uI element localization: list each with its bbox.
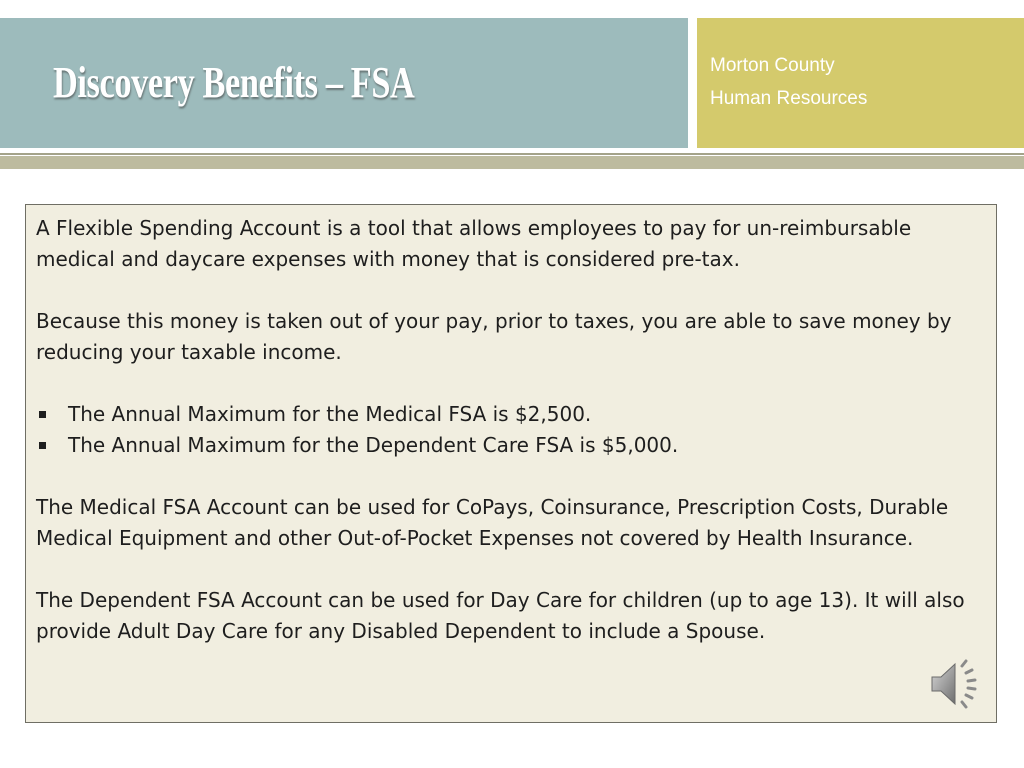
list-item-text: The Annual Maximum for the Dependent Care FSA is $5,000. <box>68 433 679 457</box>
square-bullet-icon <box>39 442 46 449</box>
dependent-fsa-paragraph: The Dependent FSA Account can be used for Day Care for children (up to age 13). It will also provide Adult Day Care for any Disabled Dependent to include a Spouse. <box>36 588 965 643</box>
speaker-icon[interactable] <box>928 656 984 712</box>
intro-paragraph: A Flexible Spending Account is a tool that allows employees to pay for un-reimbursable medical and daycare expenses with money that is considered pre-tax. <box>36 216 912 271</box>
content-box <box>25 204 997 723</box>
list-item-text: The Annual Maximum for the Medical FSA is $2,500. <box>68 402 592 426</box>
divider-thin <box>0 153 1024 155</box>
tax-savings-paragraph: Because this money is taken out of your pay, prior to taxes, you are able to save money by reducing your taxable income. <box>36 309 952 364</box>
organization-band <box>697 18 1024 148</box>
department-name: Human Resources <box>710 88 868 109</box>
organization-name: Morton County <box>710 55 835 76</box>
square-bullet-icon <box>39 411 46 418</box>
list-item <box>36 430 984 461</box>
divider-thick <box>0 156 1024 169</box>
medical-fsa-paragraph: The Medical FSA Account can be used for CoPays, Coinsurance, Prescription Costs, Durable Medical Equipment and other Out-of-Pocket Expenses not covered by Health Insurance. <box>36 495 949 550</box>
slide-title: Discovery Benefits – FSA <box>53 58 415 107</box>
list-item <box>36 399 984 430</box>
annual-maximum-list <box>36 399 984 461</box>
